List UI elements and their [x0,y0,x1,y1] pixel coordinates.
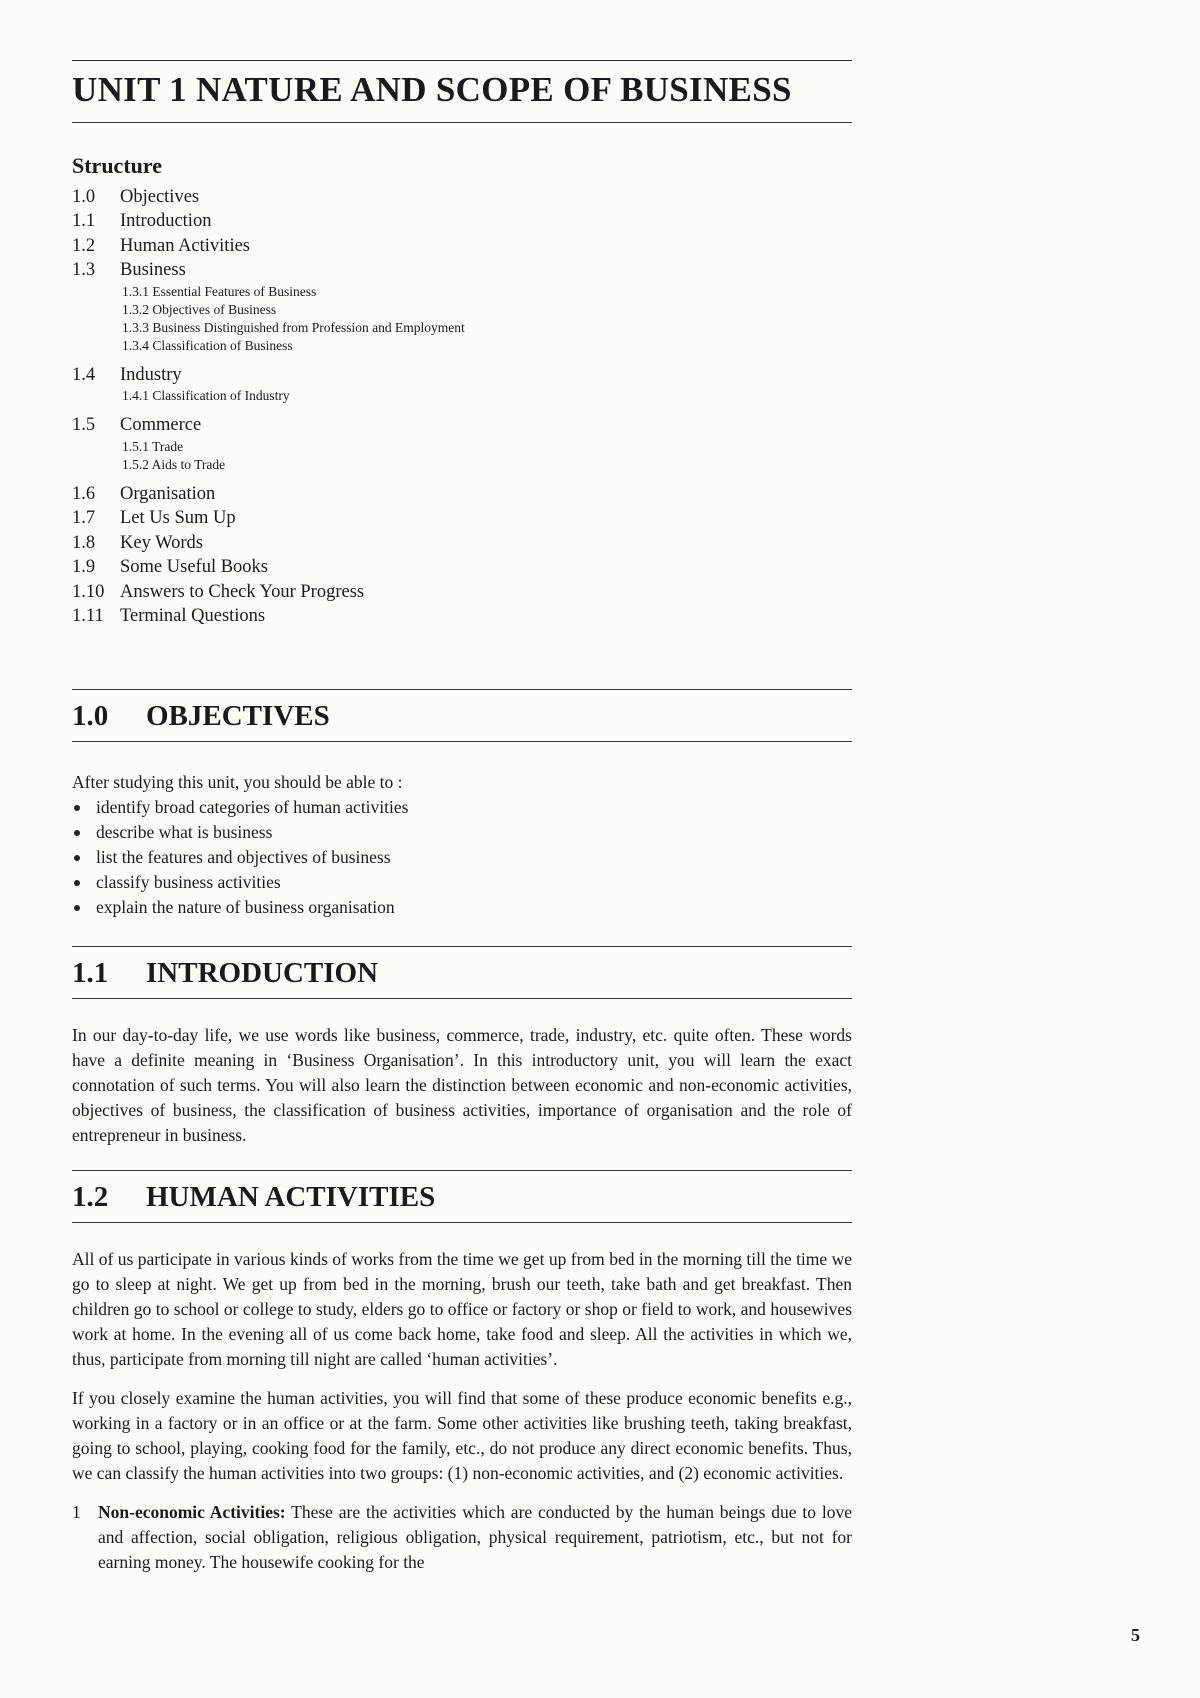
toc-entry [72,555,852,580]
toc-entry [72,185,852,210]
toc-entry [72,506,852,531]
section-title: INTRODUCTION [146,956,379,989]
objective-bullet: classify business activities [72,870,852,895]
toc-entry-title: Introduction [120,211,212,231]
toc-entry-number: 1.11 [72,606,104,626]
toc-subentry: 1.3.1 Essential Features of Business [122,283,317,299]
toc-entry-title: Answers to Check Your Progress [120,581,365,602]
title-rule-top [72,60,852,61]
section-introduction [72,946,852,1148]
section-number: 1.1 [72,956,109,989]
numbered-item [72,1500,852,1575]
toc-entry-title: Key Words [120,532,203,553]
objective-bullet: identify broad categories of human activities [72,795,852,820]
toc-entry-number: 1.5 [72,415,96,435]
toc-entry-title: Let Us Sum Up [120,508,236,528]
objective-bullet: describe what is business [72,820,852,845]
toc-entry [72,234,852,259]
human-activities-paragraph-2: If you closely examine the human activities, you will find that some of these produce economic benefits e.g., working in a factory or in an office or at the farm. Some other activities like brushing teeth, taking breakfast, going to school, playing, cooking food for the family, etc., do not produce any direct economic benefits. Thus, we can classify the human activities into two groups: (1) non-economic activities, and (2) economic activities. [72,1387,852,1483]
toc-entry [72,258,852,283]
section-title: OBJECTIVES [146,699,330,732]
toc-entry-title: Human Activities [120,235,250,256]
item-text [98,1500,852,1575]
section-objectives [72,689,852,920]
document-page [72,60,852,1575]
unit-title: UNIT 1 NATURE AND SCOPE OF BUSINESS [72,70,792,109]
toc-subentry: 1.5.1 Trade [122,438,184,454]
table-of-contents [72,185,852,629]
toc-subentry: 1.3.3 Business Distinguished from Profession and Employment [122,319,465,335]
objectives-list [72,795,852,920]
section-rule [72,998,852,999]
objective-bullet: explain the nature of business organisation [72,895,852,920]
item-number: 1 [72,1501,81,1522]
toc-entry [72,580,852,605]
toc-subentry: 1.3.2 Objectives of Business [122,301,277,317]
section-rule [72,741,852,742]
section-heading [72,947,852,998]
section-number: 1.2 [72,1180,109,1213]
toc-entry-title: Business [120,260,186,280]
toc-entry-number: 1.2 [72,235,96,256]
toc-entry [72,531,852,556]
toc-entry-number: 1.9 [72,557,96,577]
toc-entry-number: 1.7 [72,508,96,528]
toc-entry-title: Industry [120,364,182,385]
section-number: 1.0 [72,699,109,732]
section-title: HUMAN ACTIVITIES [146,1180,436,1213]
toc-entry-number: 1.3 [72,260,96,280]
human-activities-paragraph-1: All of us participate in various kinds of works from the time we get up from bed in the morning till the time we go to sleep at night. We get up from bed in the morning, brush our teeth, take bath and get breakfast. Then children go to school or college to study, elders go to office or factory or shop or field to work, and housewives work at home. In the evening all of us come back home, take food and sleep. All the activities in which we, thus, participate from morning till night are called ‘human activities’. [72,1248,852,1369]
section-rule [72,1222,852,1223]
toc-entry-number: 1.6 [72,483,96,504]
item-label: Non-economic Activities: [98,1501,286,1522]
toc-entry [72,363,852,388]
toc-entry-number: 1.8 [72,532,96,553]
toc-entry-number: 1.10 [72,581,105,602]
toc-subentry: 1.4.1 Classification of Industry [122,388,290,403]
section-heading [72,690,852,741]
toc-entry-number: 1.4 [72,364,96,385]
title-rule-bottom [72,122,852,123]
item-body: These are the activities which are conducted by the human beings due to love and affection, social obligation, religious obligation, physical requirement, patriotism, etc., but not for earning money. The housewife cooking for the [98,1501,852,1572]
introduction-paragraph: In our day-to-day life, we use words like business, commerce, trade, industry, etc. quite often. These words have a definite meaning in ‘Business Organisation’. In this introductory unit, you will learn the exact connotation of such terms. You will also learn the distinction between economic and non-economic activities, objectives of business, the classification of business activities, importance of organisation and the role of entrepreneur in business. [72,1024,852,1145]
toc-subentry: 1.3.4 Classification of Business [122,337,293,353]
objectives-intro: After studying this unit, you should be able to : [72,771,403,792]
page-number: 5 [1131,1625,1140,1645]
toc-entry [72,604,852,629]
structure-heading: Structure [72,152,163,178]
toc-entry-title: Some Useful Books [120,557,268,577]
toc-entry [72,209,852,234]
toc-entry-title: Terminal Questions [120,606,266,626]
toc-entry-title: Commerce [120,415,202,435]
objective-bullet: list the features and objectives of business [72,845,852,870]
section-human-activities [72,1170,852,1575]
toc-entry [72,413,852,438]
toc-entry [72,482,852,507]
toc-entry-number: 1.0 [72,186,96,207]
toc-subentry: 1.5.2 Aids to Trade [122,456,226,472]
toc-entry-title: Objectives [120,186,200,207]
toc-entry-number: 1.1 [72,211,96,231]
toc-entry-title: Organisation [120,483,216,504]
section-heading [72,1171,852,1222]
